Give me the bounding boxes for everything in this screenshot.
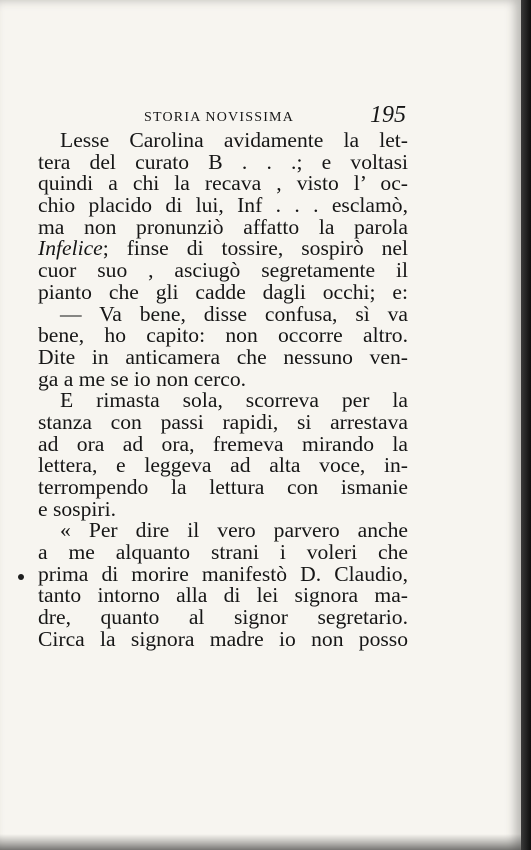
italic-word: Infelice xyxy=(38,236,103,261)
text-line: prima di morire manifestò D. Claudio, xyxy=(38,561,408,586)
text-line: chio placido di lui, Inf . . . esclamò, xyxy=(38,193,408,218)
text-line: lettera, e leggeva ad alta voce, in- xyxy=(38,453,408,478)
page-edge-shadow xyxy=(521,0,531,850)
text-line: ga a me se io non cerco. xyxy=(38,366,247,391)
text-line: — Va bene, disse confusa, sì va xyxy=(60,301,408,326)
text-line: bene, ho capito: non occorre altro. xyxy=(38,323,408,348)
text-line: tanto intorno alla di lei signora ma- xyxy=(38,583,408,608)
text-line: stanza con passi rapidi, si arrestava xyxy=(38,409,408,434)
text-line: dre, quanto al signor segretario. xyxy=(38,605,408,630)
text-line: Lesse Carolina avidamente la let- xyxy=(60,128,408,152)
text-line: pianto che gli cadde dagli occhi; e: xyxy=(38,279,408,304)
text-line: a me alquanto strani i voleri che xyxy=(38,540,408,565)
text-line: Circa la signora madre io non posso xyxy=(38,626,408,651)
text-line: « Per dire il vero parvero anche xyxy=(60,518,408,543)
page-number: 195 xyxy=(370,102,406,128)
running-title: STORIA NOVISSIMA xyxy=(144,110,295,125)
body-text xyxy=(38,130,408,651)
margin-dot-mark xyxy=(18,574,24,580)
text-line: e sospiri. xyxy=(38,496,116,521)
text-line: Dite in anticamera che nessuno ven- xyxy=(38,344,408,369)
text-line: ma non pronunziò affatto la parola xyxy=(38,214,408,239)
text-line: ad ora ad ora, fremeva mirando la xyxy=(38,431,408,456)
text-line: E rimasta sola, scorreva per la xyxy=(60,388,408,413)
text-line: tera del curato B . . .; e voltasi xyxy=(38,149,408,174)
text-line: terrompendo la lettura con ismanie xyxy=(38,475,408,499)
text-line italic-start: Infelice; finse di tossire, sospirò nel xyxy=(38,236,408,261)
text-line: cuor suo , asciugò segretamente il xyxy=(38,258,408,283)
text-line: quindi a chi la recava , visto l’ oc- xyxy=(38,171,408,196)
